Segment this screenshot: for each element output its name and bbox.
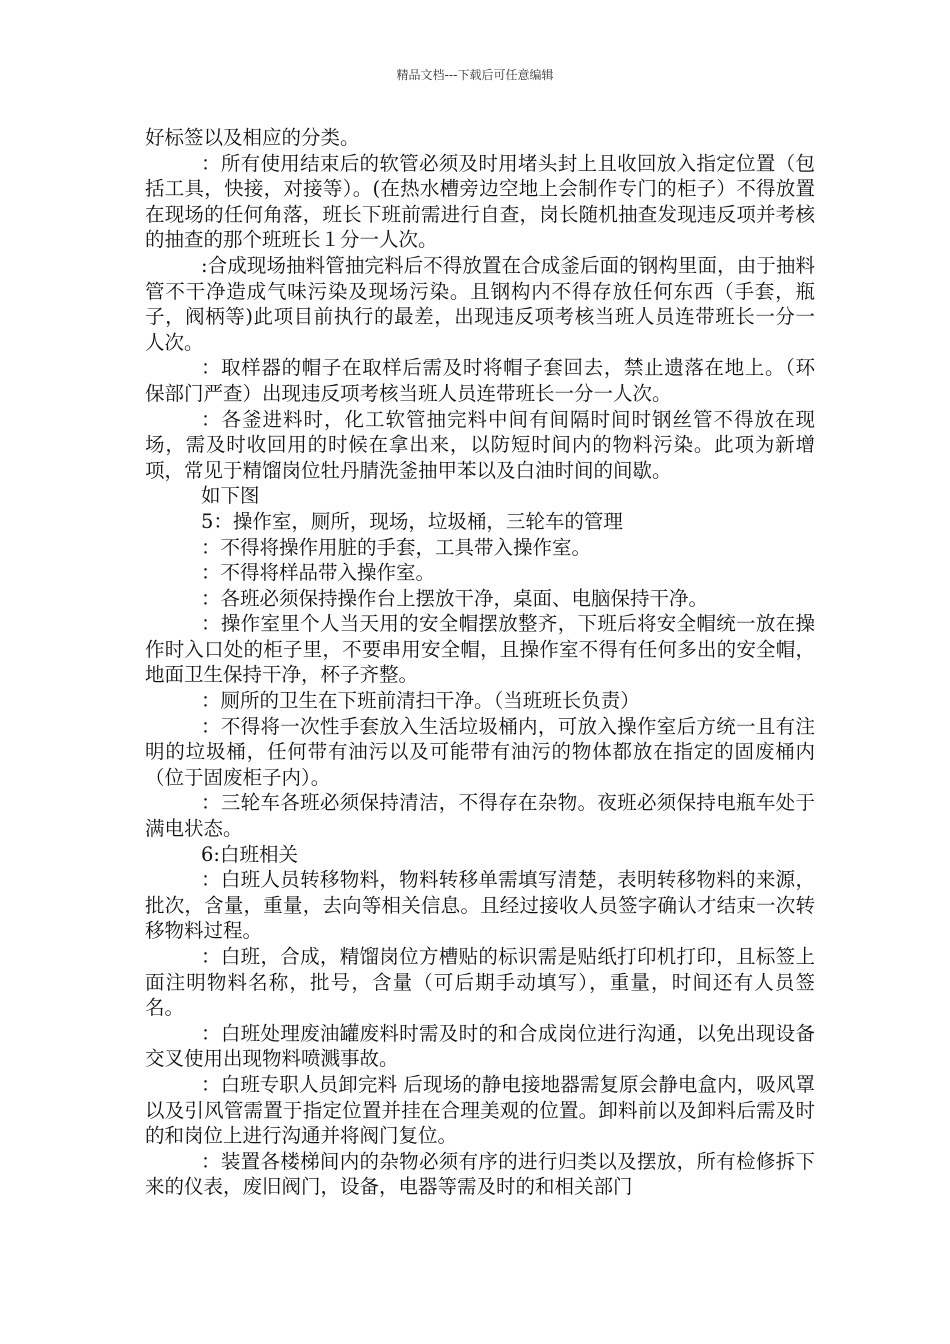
paragraph: ：厕所的卫生在下班前清扫干净。（当班班长负责） — [201, 689, 640, 713]
paragraph: 如下图 — [201, 484, 260, 508]
paragraph: 好标签以及相应的分类。 — [145, 126, 360, 149]
paragraph: ：不得将操作用脏的手套，工具带入操作室。 — [201, 535, 592, 559]
paragraph: ：白班处理废油罐废料时需及时的和合成岗位进行沟通，以免出现设备交叉使用出现物料喷溅事故。 — [145, 1021, 815, 1071]
paragraph: ：白班人员转移物料，物料转移单需填写清楚，表明转移物料的来源，批次，含量，重量，去向等相关信息。且经过接收人员签字确认才结束一次转移物料过程。 — [145, 868, 815, 943]
paragraph: ：白班，合成，精馏岗位方槽贴的标识需是贴纸打印机打印，且标签上面注明物料名称，批号，含量（可后期手动填写），重量，时间还有人员签名。 — [145, 945, 815, 1020]
paragraph: ：取样器的帽子在取样后需及时将帽子套回去，禁止遗落在地上。（环保部门严查）出现违反项考核当班人员连带班长一分一人次。 — [145, 356, 815, 405]
paragraph: ：各班必须保持操作台上摆放干净，桌面、电脑保持干净。 — [201, 586, 709, 610]
document-body — [145, 125, 815, 1200]
paragraph: ：各釜进料时，化工软管抽完料中间有间隔时间时钢丝管不得放在现场，需及时收回用的时候在拿出来，以防短时间内的物料污染。此项为新增项，常见于精馏岗位牡丹腈洗釜抽甲苯以及白油时间的间歇。 — [145, 407, 815, 482]
paragraph: ：不得将一次性手套放入生活垃圾桶内，可放入操作室后方统一且有注明的垃圾桶，任何带有油污以及可能带有油污的物体都放在指定的固废桶内（位于固废柜子内）。 — [145, 714, 815, 789]
page-header: 精品文档---下载后可任意编辑 — [396, 68, 554, 82]
paragraph: ：所有使用结束后的软管必须及时用堵头封上且收回放入指定位置（包括工具，快接，对接等）。(在热水槽旁边空地上会制作专门的柜子）不得放置在现场的任何角落，班长下班前需进行自查，岗长随机抽查发现违反项并考核的抽查的那个班班长１分一人次。 — [145, 151, 815, 252]
paragraph: ：装置各楼梯间内的杂物必须有序的进行归类以及摆放，所有检修拆下来的仪表，废旧阀门，设备，电器等需及时的和相关部门 — [145, 1149, 815, 1199]
paragraph: :合成现场抽料管抽完料后不得放置在合成釜后面的钢构里面，由于抽料管不干净造成气味污染及现场污染。且钢构内不得存放任何东西（手套，瓶子，阀柄等)此项目前执行的最差，出现违反项考核当班人员连带班长一分一人次。 — [145, 253, 815, 354]
paragraph: 5：操作室，厕所，现场，垃圾桶，三轮车的管理 — [201, 509, 623, 533]
paragraph: ：不得将样品带入操作室。 — [201, 561, 436, 585]
paragraph: 6:白班相关 — [201, 842, 298, 866]
paragraph: ：白班专职人员卸完料 后现场的静电接地器需复原会静电盒内，吸风罩以及引风管需置于指定位置并挂在合理美观的位置。卸料前以及卸料后需及时的和岗位上进行沟通并将阀门复位。 — [145, 1072, 815, 1148]
paragraph: ：操作室里个人当天用的安全帽摆放整齐，下班后将安全帽统一放在操作时入口处的柜子里，不要串用安全帽，且操作室不得有任何多出的安全帽，地面卫生保持干净，杯子齐整。 — [145, 612, 815, 687]
paragraph: ：三轮车各班必须保持清洁，不得存在杂物。夜班必须保持电瓶车处于满电状态。 — [145, 791, 815, 841]
